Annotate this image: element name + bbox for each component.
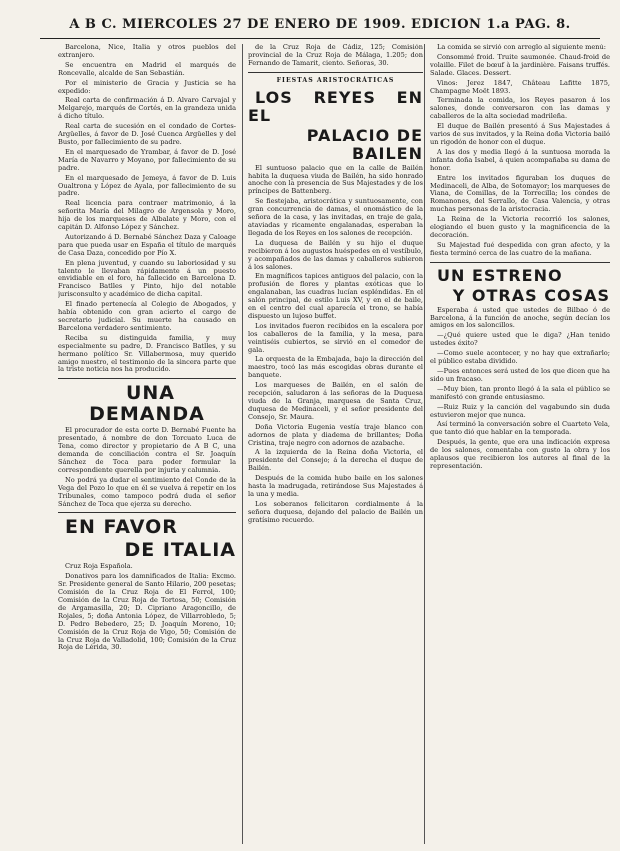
- article-paragraph: Terminada la comida, los Reyes pasaron á los salones, donde conversaron con las damas y caballeros de la alta sociedad madrileña.: [430, 96, 610, 121]
- page-header: A B C. MIERCOLES 27 DE ENERO DE 1909. EDICION 1.a PAG. 8.: [40, 12, 600, 39]
- article-paragraph: El suntuoso palacio que en la calle de Bailén habita la duquesa viuda de Bailén, ha sido honrado anoche con la presencia de Sus Majestades y de los príncipes de Battenberg.: [248, 163, 423, 196]
- article-paragraph: Por el ministerio de Gracia y Justicia se ha expedido:: [58, 78, 236, 95]
- article-paragraph: Autorizando á D. Bernabé Sánchez Daza y Caloage para que pueda usar en España el título de marqués de Casa Daza, concedido por Pío X.: [58, 232, 236, 257]
- estreno-headline-1: UN ESTRENO: [437, 265, 563, 285]
- article-paragraph: —Como suele acontecer, y no hay que extrañarlo; el público estaba dividido.: [430, 349, 610, 366]
- article-paragraph: Se fiestejaba, aristocrática y suntuosamente, con gran concurrencia de damas, el onomástico de la señora de la casa, y las invitadas, en traje de gala, ataviadas y ricamente engalanadas, esperaban la llegada de los Reyes en los salones de recepción.: [248, 197, 423, 237]
- article-paragraph: de la Cruz Roja de Cádiz, 125; Comisión provincial de la Cruz Roja de Málaga, 1.205; don Fernando de Tamarit, ciento. Señoras, 30.: [248, 44, 423, 67]
- article-paragraph: Real carta de sucesión en el condado de Cortes-Argüelles, á favor de D. José Cuenca Argüelles y del Busto, por fallecimiento de su padre.: [58, 122, 236, 146]
- article-paragraph: En plena juventud, y cuando su laboriosidad y su talento le llevaban rápidamente á un puesto envidiable en el foro, ha fallecido en Barcelona D. Francisco Batlles y Pinto, hijo del notable jurisconsulto y académico de dicha capital.: [58, 258, 236, 299]
- section-label: FIESTAS ARISTOCRÁTICAS: [276, 76, 395, 84]
- column-1: [58, 44, 236, 844]
- article-paragraph: Donativos para los damnificados de Italia: Excmo. Sr. Presidente general de Santo Hilario, 200 pesetas; Comisión de la Cruz Roja de El Ferrol, 100; Comisión de la Cruz Roja de Tortosa, 50; Comisión de Argamasilla, 20; D. Cipriano Aragoncillo, de Rojales, 5; doña Antonia López, de Villarrobledo, 5; D. Pedro Bebedero, 25; D. Joaquín Moreno, 10; Comisión de la Cruz Roja de Vigo, 50; Comisión de la Cruz Roja de Valladolid, 100; Comisión de la Cruz Roja de Lérida, 30.: [58, 572, 236, 652]
- italia-headline-1: EN FAVOR: [65, 516, 178, 539]
- article-paragraph: Así terminó la conversación sobre el Cuarteto Vela, que tanto dió que hablar en la temporada.: [430, 420, 610, 437]
- article-paragraph: —Muy bien, tan pronto llegó á la sala el público se manifestó con grande entusiasmo.: [430, 384, 610, 401]
- article-paragraph: Después, la gente, que era una indicación expresa de los salones, comentaba con gusto la obra y los aplausos que recibieron los autores al final de la representación.: [430, 438, 610, 470]
- article-paragraph: La comida se sirvió con arreglo al siguiente menú:: [437, 44, 607, 51]
- article-paragraph: Los marqueses de Bailén, en el salón de recepción, saludaron á las señoras de la Duquesa viuda de la Granja, marquesa de Santa Cruz, duquesa de Medinaceli, y el señor presidente del Consejo, Sr. Maura.: [248, 381, 423, 421]
- article-paragraph: Real carta de confirmación á D. Alvaro Carvajal y Melgarejo, marqués de Cortés, en la grandeza unida á dicho título.: [58, 96, 236, 121]
- article-paragraph: Barcelona, Nice, Italia y otros pueblos del extranjero.: [58, 44, 236, 59]
- divider: [430, 262, 610, 263]
- article-paragraph: Los soberanos felicitaron cordialmente á la señora duquesa, dejando del palacio de Bailén un gratísimo recuerdo.: [248, 499, 423, 524]
- article-paragraph: La duquesa de Bailén y su hijo el duque recibieron á los augustos huéspedes en el vestíbulo, y acompañados de las damas y caballeros subieron á los salones.: [248, 238, 423, 271]
- column-3: [424, 44, 610, 844]
- article-paragraph: Esperaba á usted que ustedes de Bilbao ó de Barcelona, á la función de anoche, según decían los amigos en los saloncillos.: [430, 305, 610, 330]
- article-paragraph: —Pues entonces será usted de los que dicen que ha sido un fracaso.: [430, 367, 610, 383]
- divider: [248, 72, 423, 73]
- article-paragraph: —Ruiz Ruiz y la canción del vagabundo sin duda estuvieron mejor que nunca.: [430, 402, 610, 419]
- demanda-headline: UNA DEMANDA: [89, 382, 205, 426]
- article-paragraph: La orquesta de la Embajada, bajo la dirección del maestro, tocó las más escogidas obras durante el banquete.: [248, 355, 423, 380]
- divider: [58, 512, 236, 513]
- divider: [58, 378, 236, 379]
- article-paragraph: A las dos y media llegó á la suntuosa morada la infanta doña Isabel, á quien acompañaba su dama de honor.: [430, 147, 610, 172]
- article-paragraph: No podrá ya dudar el sentimiento del Conde de la Vega del Pozo lo que en él se vuelva á repetir en los Tribunales, como tampoco podrá duda el señor Sánchez de Toca que ejerza su derecho.: [58, 475, 236, 508]
- article-paragraph: El finado pertenecía al Colegio de Abogados, y había obtenido con gran acierto el cargo de secretario judicial. Su muerte ha causado en Barcelona verdadero sentimiento.: [58, 300, 236, 332]
- article-paragraph: El procurador de esta corte D. Bernabé Fuente ha presentado, á nombre de don Torcuato Luca de Tena, como director y propietario de A B C, una demanda de conciliación contra el Sr. Joaquín Sánchez de Toca para poder formular la correspondiente querella por injuria y calumnia.: [58, 426, 236, 474]
- article-paragraph: A la izquierda de la Reina doña Victoria, el presidente del Consejo; á la derecha el duque de Bailén.: [248, 448, 423, 473]
- article-paragraph: En magníficos tapices antiguos del palacio, con la profusión de flores y plantas exóticas que lo engalanaban, las cuadras lucían espléndidas. En el salón principal, de estilo Luis XV, y en el de baile, en el centro del cual aparecía el trono, se había dispuesto un lujoso buffet.: [248, 272, 423, 320]
- article-paragraph: En el marquesado de Jemeya, á favor de D. Luis Oualtrona y López de Ayala, por fallecimiento de su padre.: [58, 173, 236, 198]
- article-paragraph: Real licencia para contraer matrimonio, á la señorita María del Milagro de Argensola y Moro, hija de los marqueses de Albalate y Moro, con el capitán D. Alfonso López y Sánchez.: [58, 199, 236, 232]
- article-paragraph: Doña Victoria Eugenia vestía traje blanco con adornos de plata y diadema de brillantes; Doña Cristina, traje negro con adornos de azabache.: [248, 422, 423, 447]
- reyes-headline-2: PALACIO DE BAILEN: [306, 125, 423, 163]
- article-paragraph: Entre los invitados figuraban los duques de Medinaceli, de Alba, de Sotomayor; los marqueses de Viana, de Comillas, de la Torrecilla; los condes de Romanones, del Serrallo, de Casa Valencia, y otras muchas personas de la aristocracia.: [430, 173, 610, 214]
- article-paragraph: Cruz Roja Española.: [65, 562, 133, 571]
- article-paragraph: En el marquesado de Yrambar, á favor de D. José María de Navarro y Moyano, por fallecimiento de su padre.: [58, 147, 236, 172]
- article-paragraph: Reciba su distinguida familia, y muy especialmente su padre, D. Francisco Batlles, y su hermano político Sr. Villabermosa, muy querido amigo nuestro, el testimonio de la sincera parte que la triste noticia nos ha producido.: [58, 333, 236, 374]
- article-paragraph: Consommé froid. Truite saumonée. Chaud-froid de volaille. Filet de bœuf à la jardinière. Faisans truffés. Salade. Glaces. Dessert.: [430, 52, 610, 77]
- article-paragraph: Los invitados fueron recibidos en la escalera por los caballeros de la familia, y la mesa, para veintiséis cubiertos, se sirvió en el comedor de gala.: [248, 321, 423, 354]
- reyes-headline-1: LOS REYES EN EL: [248, 87, 423, 125]
- estreno-headline-2: Y OTRAS COSAS: [452, 285, 610, 305]
- article-paragraph: La Reina de la Victoria recorrió los salones, elogiando el buen gusto y la magnificencia de la decoración.: [430, 215, 610, 239]
- italia-headline-2: DE ITALIA: [124, 539, 236, 562]
- article-paragraph: Después de la comida hubo baile en los salones hasta la madrugada, retirándose Sus Majestades á la una y media.: [248, 474, 423, 498]
- article-paragraph: —¿Qué quiere usted que le diga? ¿Han tenido ustedes éxito?: [430, 331, 610, 348]
- article-paragraph: Se encuentra en Madrid el marqués de Roncevalle, alcalde de San Sebastián.: [58, 60, 236, 77]
- column-2: [242, 44, 423, 844]
- article-paragraph: El duque de Bailén presentó á Sus Majestades á varios de sus invitados, y la Reina doña Victoria bailó un rigodón de honor con el duque.: [430, 122, 610, 146]
- article-paragraph: Su Majestad fué despedida con gran afecto, y la fiesta terminó cerca de las cuatro de la mañana.: [430, 240, 610, 257]
- article-paragraph: Vinos: Jerez 1847, Château Lafitte 1875, Champagne Moët 1893.: [430, 78, 610, 95]
